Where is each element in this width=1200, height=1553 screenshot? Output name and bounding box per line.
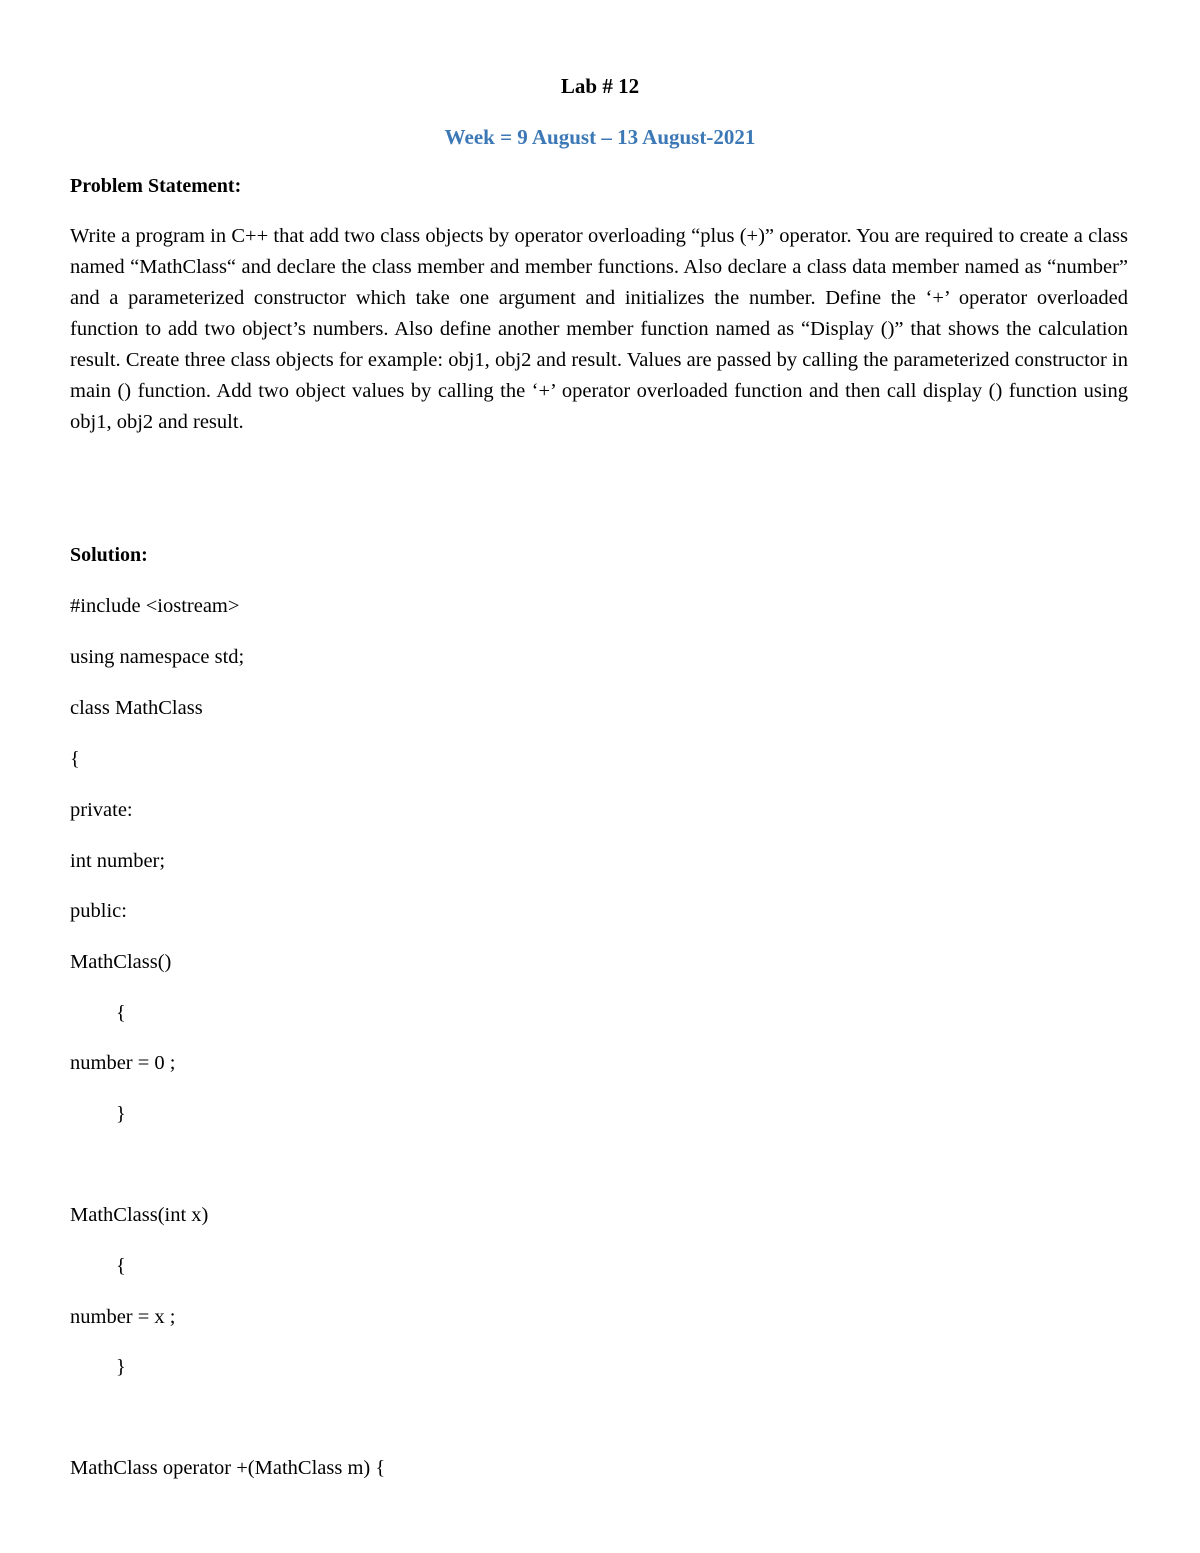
code-line: #include <iostream> (70, 595, 240, 617)
code-line: { (116, 1002, 126, 1024)
solution-heading: Solution: (70, 544, 148, 566)
code-line: } (116, 1356, 126, 1378)
code-line: public: (70, 900, 127, 922)
week-range: Week = 9 August – 13 August-2021 (444, 125, 756, 149)
code-line: MathClass(int x) (70, 1204, 209, 1226)
problem-statement-heading: Problem Statement: (70, 175, 242, 197)
code-line: number = x ; (70, 1306, 176, 1328)
code-line: private: (70, 799, 133, 821)
problem-statement-text: Write a program in C++ that add two class objects by operator overloading “plus (+)” operator. You are required to create a class named “MathClass“ and declare the class member and member functions. Also declare a class data member named as “number” and a parameterized constructor which take one argument and initializes the number. Define the ‘+’ operator overloaded function to add two object’s numbers. Also define another member function named as “Display ()” that shows the calculation result. Create three class objects for example: obj1, obj2 and result. Values are passed by calling the parameterized constructor in main () function. Add two object values by calling the ‘+’ operator overloaded function and then call display () function using obj1, obj2 and result. (70, 225, 1128, 433)
code-line: { (116, 1255, 126, 1277)
code-line: number = 0 ; (70, 1052, 176, 1074)
code-line: MathClass() (70, 951, 172, 973)
code-line: int number; (70, 850, 166, 872)
code-line: } (116, 1103, 126, 1125)
code-line: class MathClass (70, 697, 203, 719)
page-title: Lab # 12 (560, 74, 640, 98)
code-line: MathClass operator +(MathClass m) { (70, 1457, 386, 1479)
code-line: using namespace std; (70, 646, 245, 668)
code-line: { (70, 748, 80, 770)
